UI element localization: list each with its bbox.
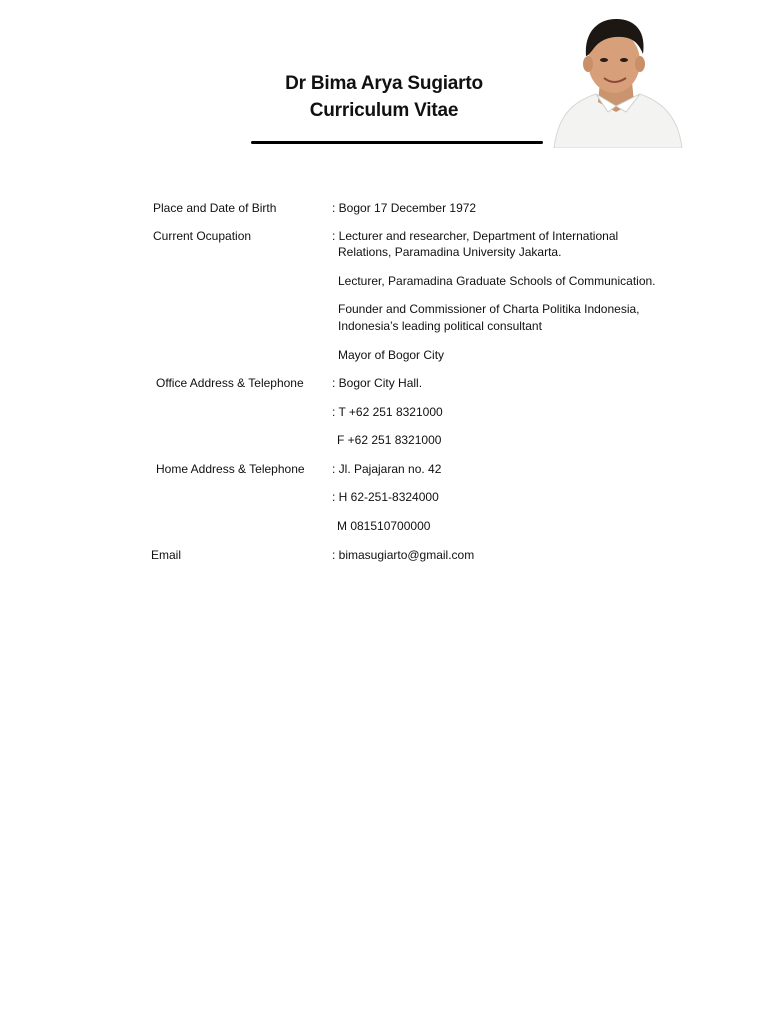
home-address: : Jl. Pajajaran no. 42: [332, 462, 442, 476]
birth-value: : Bogor 17 December 1972: [332, 201, 477, 215]
occupation-line: Relations, Paramadina University Jakarta.: [338, 245, 562, 259]
office-label: Office Address & Telephone: [156, 376, 304, 390]
portrait-illustration: [548, 12, 684, 148]
occupation-line: Founder and Commissioner of Charta Politika Indonesia,: [338, 302, 640, 316]
occupation-line: Mayor of Bogor City: [338, 348, 445, 362]
birth-label: Place and Date of Birth: [153, 201, 277, 215]
cv-header: [230, 70, 538, 124]
home-mobile: M 081510700000: [337, 519, 431, 533]
email-label: Email: [151, 548, 182, 562]
email-value: : bimasugiarto@gmail.com: [332, 548, 475, 562]
occupation-line: : Lecturer and researcher, Department of International: [332, 229, 619, 243]
occupation-line: Indonesia’s leading political consultant: [338, 319, 542, 333]
portrait-photo: [548, 12, 684, 148]
title-divider: [251, 141, 543, 144]
home-label: Home Address & Telephone: [156, 462, 305, 476]
person-name: Dr Bima Arya Sugiarto: [285, 73, 483, 94]
office-fax: F +62 251 8321000: [337, 433, 442, 447]
home-telephone: : H 62-251-8324000: [332, 490, 439, 504]
occupation-line: Lecturer, Paramadina Graduate Schools of Communication.: [338, 274, 656, 288]
office-telephone: : T +62 251 8321000: [332, 405, 443, 419]
occupation-label: Current Ocupation: [153, 229, 252, 243]
document-title: Curriculum Vitae: [309, 100, 459, 121]
office-address: : Bogor City Hall.: [332, 376, 423, 390]
